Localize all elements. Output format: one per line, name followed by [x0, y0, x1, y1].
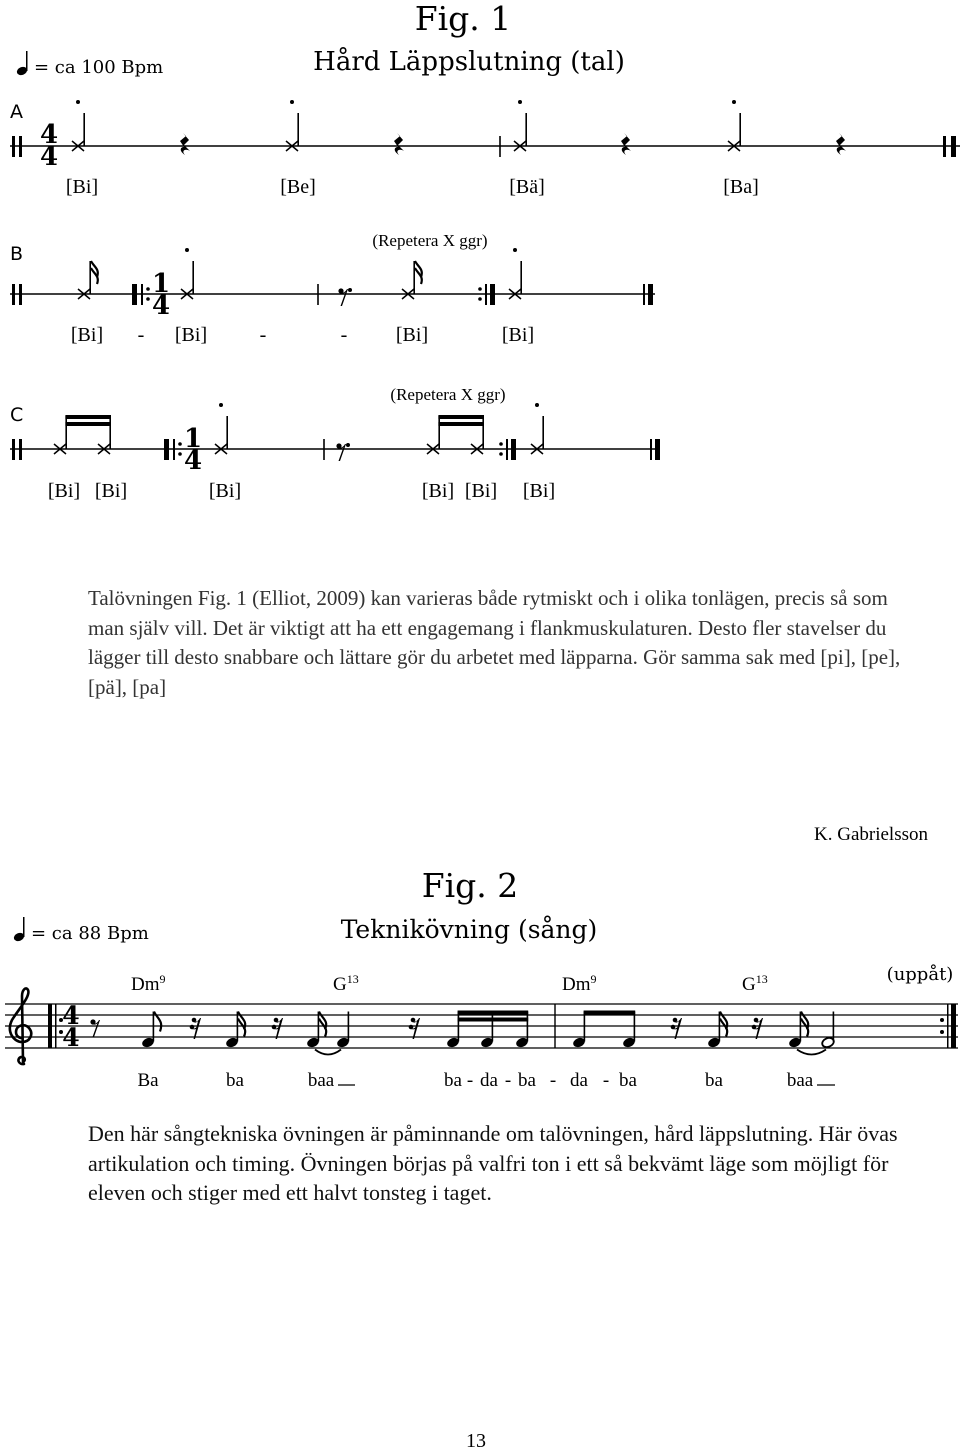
svg-text:ba: ba [444, 1070, 462, 1091]
fig2-credit: K. Gabrielsson [814, 824, 928, 845]
section-a [10, 100, 960, 198]
sixteenth-rest [752, 1018, 763, 1039]
tie [797, 1050, 826, 1055]
svg-text:ba: ba [619, 1070, 637, 1091]
x-notehead-quarter-note [509, 248, 522, 299]
syllable: [Bi] [65, 176, 99, 198]
eighth-note-group [572, 1011, 636, 1049]
x-notehead-sixteenth-pair [427, 415, 484, 454]
svg-text:-: - [504, 1070, 512, 1091]
lyric [444, 1070, 463, 1091]
section-b [10, 231, 655, 346]
sixteenth-rest [409, 1018, 420, 1039]
section-a-label: A [10, 101, 23, 123]
section-c-label: C [10, 404, 24, 426]
syllable: [Bi] [464, 480, 498, 502]
svg-text:G13: $G^{13}$ [742, 972, 768, 995]
syllable: [Bi] [94, 480, 128, 502]
time-signature [40, 120, 58, 172]
syllable: [Bi] [70, 324, 104, 346]
lyric [480, 1070, 499, 1091]
quarter-note [336, 1012, 350, 1049]
svg-text:4: 4 [39, 120, 59, 150]
svg-text:ba: ba [518, 1070, 536, 1091]
lyric [570, 1070, 589, 1091]
page-number: 13 [466, 1430, 486, 1450]
end-barline [650, 439, 660, 460]
svg-text:1: 1 [151, 269, 171, 299]
time-signature [184, 424, 202, 476]
x-notehead-quarter-note [181, 248, 194, 299]
x-notehead-quarter-note [514, 100, 527, 151]
svg-text:Ba: Ba [137, 1070, 159, 1091]
svg-text:da: da [570, 1070, 588, 1091]
section-b-notes [78, 248, 522, 306]
fig2-tempo-text: = ca 88 Bpm [31, 923, 149, 944]
syllable: [Bi] [47, 480, 81, 502]
section-b-label: B [10, 243, 24, 265]
x-notehead-quarter-note [728, 100, 741, 151]
syllable: [Bi] [522, 480, 556, 502]
dotted-eighth-rest [336, 443, 350, 461]
chord-symbol [742, 972, 768, 995]
half-note [821, 1012, 835, 1049]
fig2-tempo [13, 917, 149, 944]
quarter-rest [394, 133, 404, 155]
chord-symbol [333, 972, 359, 995]
section-c [10, 385, 660, 502]
fig1-tempo-text: = ca 100 Bpm [34, 57, 164, 78]
svg-text:-: - [466, 1070, 474, 1091]
syllable: [Bä] [509, 176, 545, 198]
x-notehead-quarter-note [72, 100, 85, 151]
syllable: [Bi] [174, 324, 208, 346]
syllable: [Bi] [421, 480, 455, 502]
fig1-tempo [16, 51, 164, 78]
svg-text:4: 4 [39, 142, 59, 172]
svg-text:Dm9: Dm$^9$ [131, 972, 166, 995]
sixteenth-rest [272, 1018, 283, 1039]
syllable: [Bi] [501, 324, 535, 346]
lyric [787, 1070, 835, 1091]
sixteenth-note [707, 1012, 727, 1049]
time-signature [152, 269, 170, 321]
sixteenth-rest [671, 1018, 682, 1039]
sixteenth-note [306, 1012, 326, 1049]
paragraph-fig1: Talövningen Fig. 1 (Elliot, 2009) kan varieras både rytmiskt och i olika tonlägen, precis så som man själv vill. Det är viktigt att ha ett engagemang i flankmuskulaturen. Desto fler stavelser du lägger till desto snabbare och lättare gör du arbetet med läpparna. Gör samma sak med [pi], [pe], [pä], [pa] [88, 586, 901, 699]
repeat-text: (Repetera X ggr) [390, 385, 506, 404]
svg-text:baa: baa [786, 1070, 814, 1091]
chord-symbol [131, 972, 166, 995]
svg-text:-: - [549, 1070, 557, 1091]
lyric [308, 1070, 355, 1091]
syllable: [Bi] [395, 324, 429, 346]
svg-text:1: 1 [183, 424, 203, 454]
quarter-rest [180, 133, 190, 155]
x-notehead-quarter-note [286, 100, 299, 151]
svg-text:4: 4 [62, 1023, 80, 1052]
x-notehead-quarter-note [215, 403, 228, 454]
lyric [518, 1070, 537, 1091]
sixteenth-note-group [446, 1011, 529, 1049]
svg-text:4: 4 [151, 291, 171, 321]
quarter-rest [836, 133, 846, 155]
lyric [603, 1070, 609, 1091]
syllable: [Be] [280, 176, 316, 198]
tie [315, 1050, 341, 1055]
quarter-note-icon [16, 51, 29, 77]
syllable: [Ba] [723, 176, 759, 198]
sixteenth-note [788, 1012, 808, 1049]
svg-text:4: 4 [183, 446, 203, 476]
quarter-rest [621, 133, 631, 155]
lyric [705, 1070, 724, 1091]
fig2-subtitle: Teknikövning (sång) [340, 915, 598, 944]
lyric [467, 1070, 473, 1091]
x-notehead-sixteenth-pair [54, 415, 111, 454]
eighth-rest [90, 1019, 100, 1037]
fig1-subtitle: Hård Läppslutning (tal) [313, 47, 625, 77]
eighth-note [141, 1012, 161, 1049]
lyric [505, 1070, 511, 1091]
svg-text:ba: ba [226, 1070, 244, 1091]
section-c-notes [54, 403, 544, 461]
chord-symbol [562, 972, 597, 995]
lyric [137, 1070, 159, 1091]
sixteenth-rest [190, 1018, 201, 1039]
fig1-title: Fig. 1 [414, 0, 512, 38]
svg-text:G13: $G^{13}$ [333, 972, 359, 995]
direction-text: (uppåt) [886, 964, 954, 985]
svg-text:da: da [480, 1070, 498, 1091]
time-signature [62, 1001, 79, 1052]
paragraph-fig2: Den här sångtekniska övningen är påminnande om talövningen, hård läppslutning. Här övas artikulation och timing. Övningen börjas på valfri ton i ett så bekvämt läge som möjligt för eleven och stiger med ett halvt tonsteg i taget. [88, 1121, 898, 1205]
quarter-note-icon [13, 917, 26, 943]
lyric [550, 1070, 556, 1091]
svg-text:-: - [602, 1070, 610, 1091]
syllable: [Bi] [208, 480, 242, 502]
end-barline [643, 284, 653, 305]
dotted-eighth-rest [338, 288, 352, 306]
x-notehead-quarter-note [531, 403, 544, 454]
syllable: - [137, 324, 145, 346]
syllable: - [259, 324, 267, 346]
lyric [226, 1070, 245, 1091]
svg-text:4: 4 [62, 1001, 80, 1030]
svg-text:ba: ba [705, 1070, 723, 1091]
svg-text:baa: baa [307, 1070, 335, 1091]
repeat-text: (Repetera X ggr) [372, 231, 488, 250]
svg-text:Dm9: Dm$^9$ [562, 972, 597, 995]
fig2-title: Fig. 2 [421, 866, 519, 905]
syllable: - [340, 324, 348, 346]
lyric [619, 1070, 638, 1091]
sixteenth-note [225, 1012, 245, 1049]
